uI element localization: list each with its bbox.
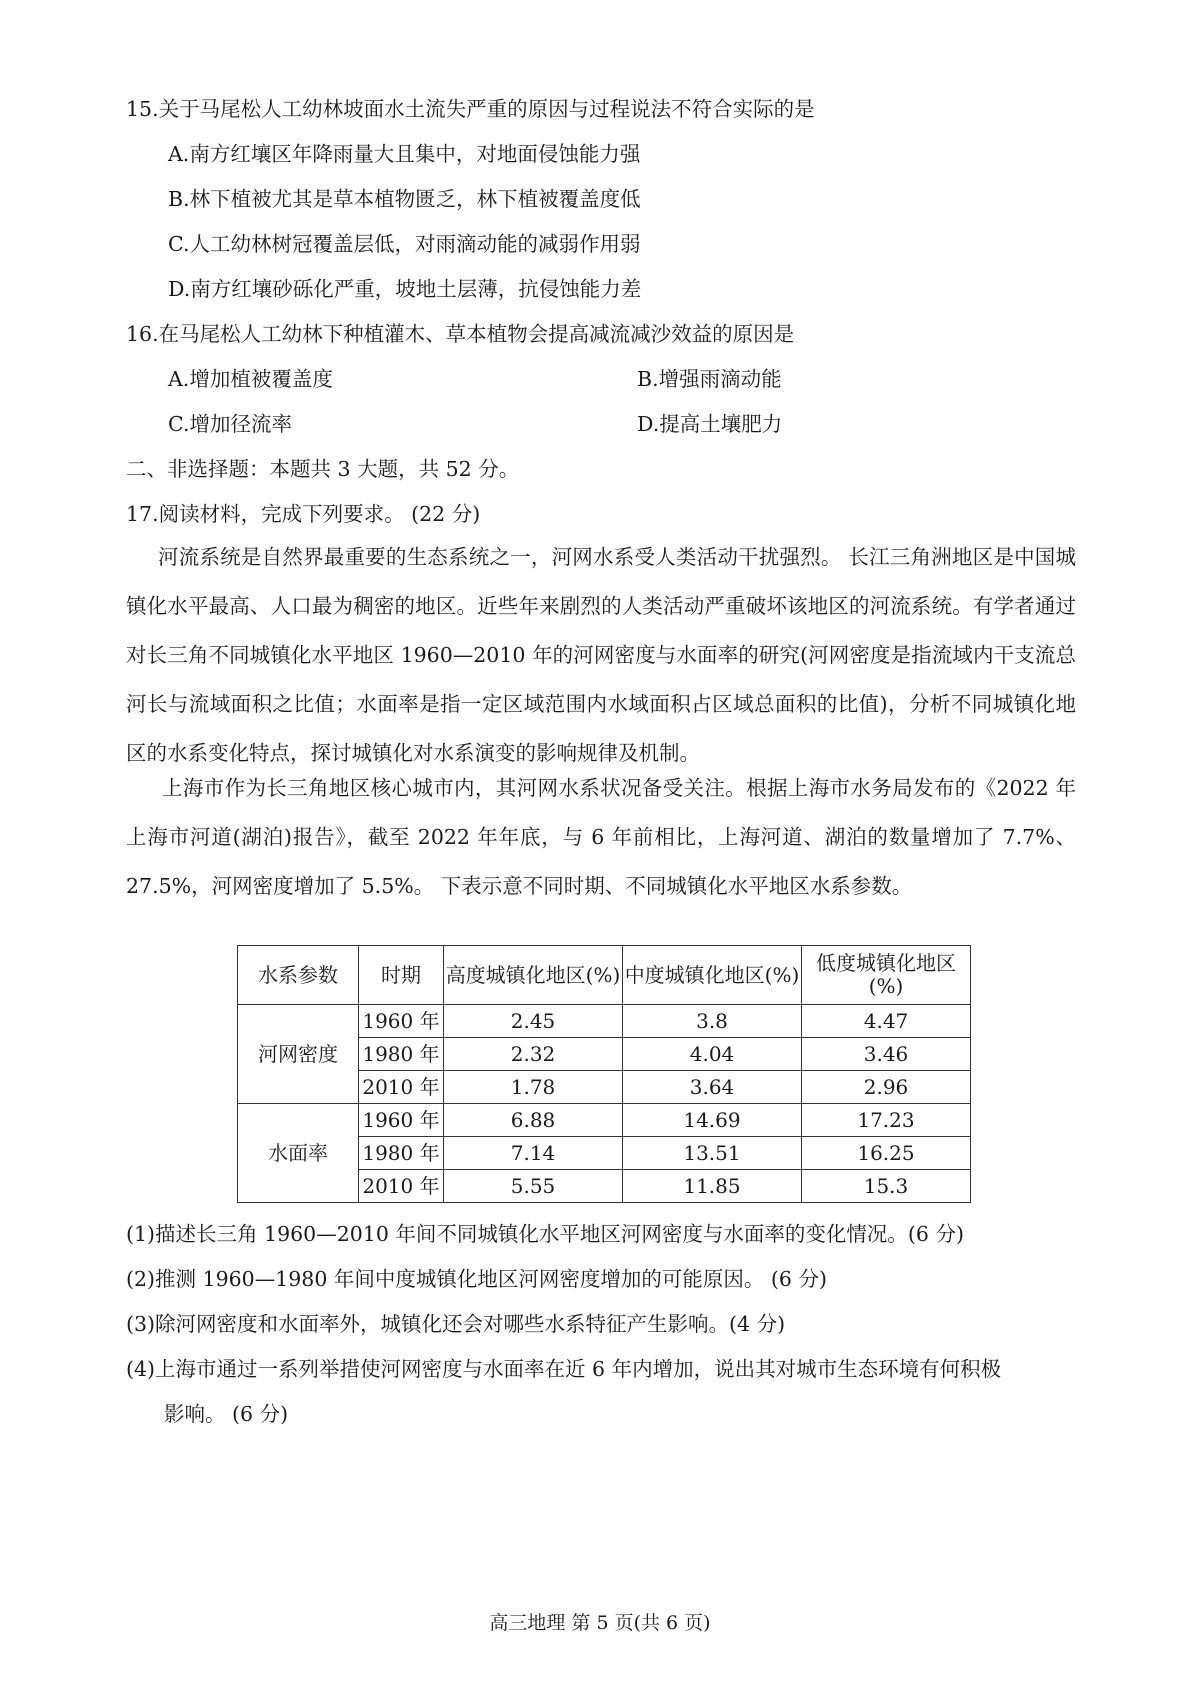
value-cell: 7.14 — [444, 1137, 623, 1170]
header-param: 水系参数 — [238, 946, 359, 1005]
param-cell: 水面率 — [238, 1104, 359, 1203]
table-row — [238, 1104, 971, 1137]
value-cell: 2.96 — [802, 1071, 971, 1104]
water-system-params-table — [237, 945, 971, 1203]
value-cell: 2.32 — [444, 1038, 623, 1071]
section-heading: 二、非选择题：本题共 3 大题，共 52 分。 — [126, 457, 520, 481]
q17-subquestion-2: (2)推测 1960—1980 年间中度城镇化地区河网密度增加的可能原因。 (6 分) — [126, 1267, 827, 1291]
header-high: 高度城镇化地区(%) — [444, 946, 623, 1005]
q16-option-d: D.提高土壤肥力 — [637, 412, 783, 436]
header-mid: 中度城镇化地区(%) — [623, 946, 802, 1005]
period-cell: 1980 年 — [359, 1137, 444, 1170]
q17-material-paragraph-1: 河流系统是自然界最重要的生态系统之一，河网水系受人类活动干扰强烈。 长江三角洲地区是中国城镇化水平最高、人口最为稠密的地区。近些年来剧烈的人类活动严重破坏该地区的河流系统。有学者通过对长三角不同城镇化水平地区 1960—2010 年的河网密度与水面率的研究(河网密度是指流域内干支流总河长与流域面积之比值；水面率是指一定区域范围内水域面积占区域总面积的比值)，分析不同城镇化地区的水系变化特点，探讨城镇化对水系演变的影响规律及机制。 — [126, 545, 1076, 765]
table-header-row — [238, 946, 971, 1005]
param-cell: 河网密度 — [238, 1005, 359, 1104]
q16-option-b: B.增强雨滴动能 — [637, 367, 782, 391]
value-cell: 4.47 — [802, 1005, 971, 1038]
value-cell: 11.85 — [623, 1170, 802, 1203]
value-cell: 15.3 — [802, 1170, 971, 1203]
q16-option-c: C.增加径流率 — [168, 412, 292, 436]
value-cell: 6.88 — [444, 1104, 623, 1137]
q15-option-d: D.南方红壤砂砾化严重，坡地土层薄，抗侵蚀能力差 — [168, 277, 642, 301]
value-cell: 5.55 — [444, 1170, 623, 1203]
q15-stem: 15.关于马尾松人工幼林坡面水土流失严重的原因与过程说法不符合实际的是 — [126, 97, 815, 121]
value-cell: 13.51 — [623, 1137, 802, 1170]
page-footer: 高三地理 第 5 页(共 6 页) — [489, 1612, 711, 1634]
q16-option-a: A.增加植被覆盖度 — [168, 367, 333, 391]
q17-subquestion-1: (1)描述长三角 1960—2010 年间不同城镇化水平地区河网密度与水面率的变化情况。(6 分) — [126, 1222, 964, 1246]
period-cell: 1960 年 — [359, 1005, 444, 1038]
q15-option-c: C.人工幼林树冠覆盖层低，对雨滴动能的减弱作用弱 — [168, 232, 641, 256]
period-cell: 1980 年 — [359, 1038, 444, 1071]
period-cell: 2010 年 — [359, 1071, 444, 1104]
value-cell: 1.78 — [444, 1071, 623, 1104]
table-row — [238, 1005, 971, 1038]
period-cell: 1960 年 — [359, 1104, 444, 1137]
header-period: 时期 — [359, 946, 444, 1005]
value-cell: 16.25 — [802, 1137, 971, 1170]
period-cell: 2010 年 — [359, 1170, 444, 1203]
value-cell: 14.69 — [623, 1104, 802, 1137]
q15-option-b: B.林下植被尤其是草本植物匮乏，林下植被覆盖度低 — [168, 187, 641, 211]
value-cell: 3.8 — [623, 1005, 802, 1038]
value-cell: 4.04 — [623, 1038, 802, 1071]
q16-stem: 16.在马尾松人工幼林下种植灌木、草本植物会提高减流减沙效益的原因是 — [126, 322, 795, 346]
header-low: 低度城镇化地区(%) — [802, 946, 971, 1005]
value-cell: 17.23 — [802, 1104, 971, 1137]
q17-subquestion-3: (3)除河网密度和水面率外，城镇化还会对哪些水系特征产生影响。(4 分) — [126, 1312, 786, 1336]
value-cell: 2.45 — [444, 1005, 623, 1038]
q17-subquestion-4-continued: 影响。 (6 分) — [164, 1402, 289, 1426]
value-cell: 3.64 — [623, 1071, 802, 1104]
q17-subquestion-4: (4)上海市通过一系列举措使河网密度与水面率在近 6 年内增加，说出其对城市生态环境有何积极 — [126, 1357, 1002, 1381]
value-cell: 3.46 — [802, 1038, 971, 1071]
q15-option-a: A.南方红壤区年降雨量大且集中，对地面侵蚀能力强 — [168, 142, 641, 166]
q17-stem: 17.阅读材料，完成下列要求。 (22 分) — [126, 502, 481, 526]
q17-material-paragraph-2: 上海市作为长三角地区核心城市内，其河网水系状况备受关注。根据上海市水务局发布的《2022 年上海市河道(湖泊)报告》，截至 2022 年年底，与 6 年前相比，上海河道、湖泊的数量增加了 7.7%、27.5%，河网密度增加了 5.5%。 下表示意不同时期、不同城镇化水平地区水系参数。 — [126, 776, 1076, 898]
